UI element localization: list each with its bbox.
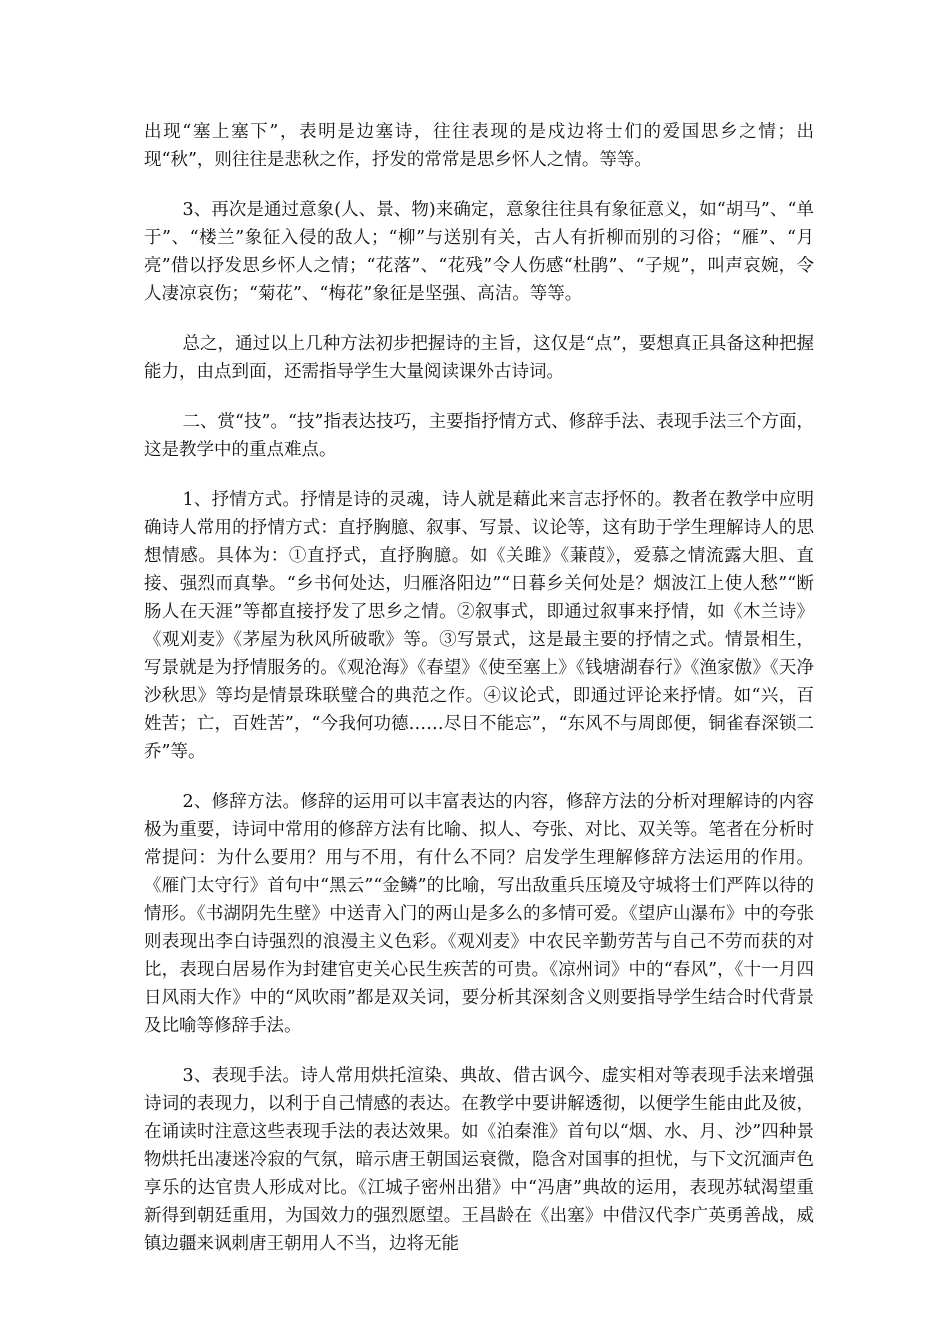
document-body [144,118,814,1280]
paragraph-1: 出现“塞上塞下”，表明是边塞诗，往往表现的是戍边将士们的爱国思乡之情；出现“秋”，则往往是悲秋之作，抒发的常常是思乡怀人之情。等等。 [144,122,814,170]
paragraph-5: 1、抒情方式。抒情是诗的灵魂，诗人就是藉此来言志抒怀的。教者在教学中应明确诗人常用的抒情方式：直抒胸臆、叙事、写景、议论等，这有助于学生理解诗人的思想情感。具体为：①直抒式，直抒胸臆。如《关雎》《蒹葭》，爱慕之情流露大胆、直接、强烈而真挚。“乡书何处达，归雁洛阳边”“日暮乡关何处是？烟波江上使人愁”“断肠人在天涯”等都直接抒发了思乡之情。②叙事式，即通过叙事来抒情，如《木兰诗》《观刈麦》《茅屋为秋风所破歌》等。③写景式，这是最主要的抒情之式。情景相生，写景就是为抒情服务的。《观沧海》《春望》《使至塞上》《钱塘湖春行》《渔家傲》《天净沙秋思》等均是情景珠联璧合的典范之作。④议论式，即通过评论来抒情。如“兴，百姓苦；亡，百姓苦”，“今我何功德……尽日不能忘”，“东风不与周郎便，铜雀春深锁二乔”等。 [144,490,814,762]
paragraph-6: 2、修辞方法。修辞的运用可以丰富表达的内容，修辞方法的分析对理解诗的内容极为重要，诗词中常用的修辞方法有比喻、拟人、夸张、对比、双关等。笔者在分析时常提问：为什么要用？用与不用，有什么不同？启发学生理解修辞方法运用的作用。《雁门太守行》首句中“黑云”“金鳞”的比喻，写出敌重兵压境及守城将士们严阵以待的情形。《书湖阴先生壁》中送青入门的两山是多么的多情可爱。《望庐山瀑布》中的夸张则表现出李白诗强烈的浪漫主义色彩。《观刈麦》中农民辛勤劳苦与自己不劳而获的对比，表现白居易作为封建官吏关心民生疾苦的可贵。《凉州词》中的“春风”，《十一月四日风雨大作》中的“风吹雨”都是双关词，要分析其深刻含义则要指导学生结合时代背景及比喻等修辞手法。 [144,792,814,1036]
paragraph-2: 3、再次是通过意象(人、景、物)来确定，意象往往具有象征意义，如“胡马”、“单于”、“楼兰”象征入侵的敌人；“柳”与送别有关，古人有折柳而别的习俗；“雁”、“月亮”借以抒发思乡怀人之情；“花落”、“花残”令人伤感“杜鹃”、“子规”，叫声哀婉，令人凄凉哀伤；“菊花”、“梅花”象征是坚强、高洁。等等。 [144,200,814,304]
paragraph-4: 二、赏“技”。“技”指表达技巧，主要指抒情方式、修辞手法、表现手法三个方面，这是教学中的重点难点。 [144,412,814,460]
paragraph-7: 3、表现手法。诗人常用烘托渲染、典故、借古讽今、虚实相对等表现手法来增强诗词的表现力，以利于自己情感的表达。在教学中要讲解透彻，以便学生能由此及彼，在诵读时注意这些表现手法的表达效果。如《泊秦淮》首句以“烟、水、月、沙”四种景物烘托出凄迷冷寂的气氛，暗示唐王朝国运衰微，隐含对国事的担忧，与下文沉湎声色享乐的达官贵人形成对比。《江城子密州出猎》中“冯唐”典故的运用，表现苏轼渴望重新得到朝廷重用，为国效力的强烈愿望。王昌龄在《出塞》中借汉代李广英勇善战，威镇边疆来讽刺唐王朝用人不当，边将无能 [144,1066,814,1254]
paragraph-3: 总之，通过以上几种方法初步把握诗的主旨，这仅是“点”，要想真正具备这种把握能力，由点到面，还需指导学生大量阅读课外古诗词。 [144,334,814,382]
